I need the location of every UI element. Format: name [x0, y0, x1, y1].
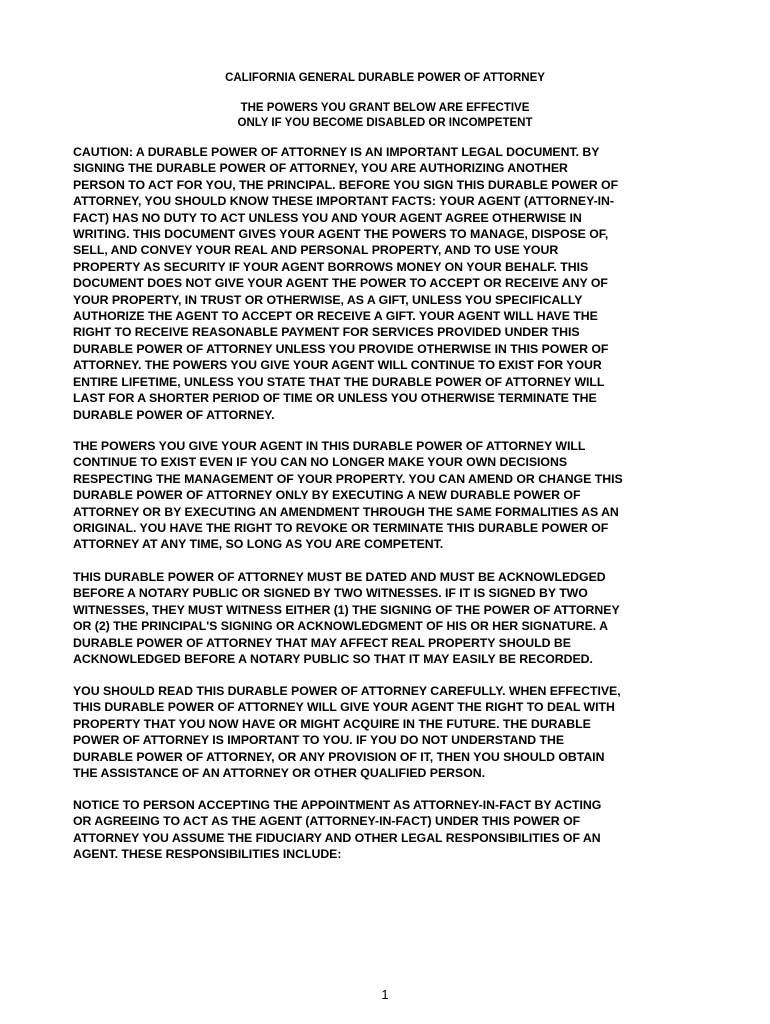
text-line: RIGHT TO RECEIVE REASONABLE PAYMENT FOR SERVICES PROVIDED UNDER THIS: [73, 325, 580, 340]
dating-acknowledgment-paragraph: [73, 569, 699, 667]
text-line: WITNESSES, THEY MUST WITNESS EITHER (1) THE SIGNING OF THE POWER OF ATTORNEY: [73, 602, 620, 617]
text-line: PROPERTY THAT YOU NOW HAVE OR MIGHT ACQUIRE IN THE FUTURE. THE DURABLE: [73, 716, 591, 731]
text-line: SIGNING THE DURABLE POWER OF ATTORNEY, YOU ARE AUTHORIZING ANOTHER: [73, 161, 568, 176]
text-line: THE POWERS YOU GIVE YOUR AGENT IN THIS DURABLE POWER OF ATTORNEY WILL: [73, 439, 586, 453]
text-line: ATTORNEY OR BY EXECUTING AN AMENDMENT THROUGH THE SAME FORMALITIES AS AN: [73, 504, 619, 519]
text-line: RESPECTING THE MANAGEMENT OF YOUR PROPERTY. YOU CAN AMEND OR CHANGE THIS: [73, 471, 623, 486]
text-line: YOUR PROPERTY, IN TRUST OR OTHERWISE, AS A GIFT, UNLESS YOU SPECIFICALLY: [73, 292, 583, 307]
text-line: DURABLE POWER OF ATTORNEY UNLESS YOU PROVIDE OTHERWISE IN THIS POWER OF: [73, 341, 609, 356]
powers-continue-paragraph: [73, 438, 699, 553]
text-line: ATTORNEY, YOU SHOULD KNOW THESE IMPORTANT FACTS: YOUR AGENT (ATTORNEY-IN-: [73, 194, 614, 209]
text-line: LAST FOR A SHORTER PERIOD OF TIME OR UNLESS YOU OTHERWISE TERMINATE THE: [73, 391, 597, 406]
text-line: DURABLE POWER OF ATTORNEY ONLY BY EXECUTING A NEW DURABLE POWER OF: [73, 488, 581, 503]
text-line: DURABLE POWER OF ATTORNEY.: [73, 407, 275, 422]
text-line: ATTORNEY YOU ASSUME THE FIDUCIARY AND OTHER LEGAL RESPONSIBILITIES OF AN: [73, 830, 601, 845]
text-line: FACT) HAS NO DUTY TO ACT UNLESS YOU AND YOUR AGENT AGREE OTHERWISE IN: [73, 210, 582, 225]
text-line: THE ASSISTANCE OF AN ATTORNEY OR OTHER QUALIFIED PERSON.: [73, 766, 485, 781]
text-line: ORIGINAL. YOU HAVE THE RIGHT TO REVOKE OR TERMINATE THIS DURABLE POWER OF: [73, 521, 609, 536]
text-line: THIS DURABLE POWER OF ATTORNEY MUST BE DATED AND MUST BE ACKNOWLEDGED: [73, 570, 606, 584]
text-line: PROPERTY AS SECURITY IF YOUR AGENT BORROWS MONEY ON YOUR BEHALF. THIS: [73, 259, 589, 274]
text-line: NOTICE TO PERSON ACCEPTING THE APPOINTMENT AS ATTORNEY-IN-FACT BY ACTING: [73, 798, 602, 812]
text-line: BEFORE A NOTARY PUBLIC OR SIGNED BY TWO WITNESSES. IF IT IS SIGNED BY TWO: [73, 586, 588, 601]
text-line: POWER OF ATTORNEY IS IMPORTANT TO YOU. IF YOU DO NOT UNDERSTAND THE: [73, 733, 565, 748]
text-line: YOU SHOULD READ THIS DURABLE POWER OF ATTORNEY CAREFULLY. WHEN EFFECTIVE,: [73, 684, 621, 698]
text-line: DURABLE POWER OF ATTORNEY THAT MAY AFFECT REAL PROPERTY SHOULD BE: [73, 635, 571, 650]
text-line: AUTHORIZE THE AGENT TO ACCEPT OR RECEIVE A GIFT. YOUR AGENT WILL HAVE THE: [73, 309, 598, 324]
document-subtitle: [0, 101, 770, 131]
text-line: ATTORNEY AT ANY TIME, SO LONG AS YOU ARE COMPETENT.: [73, 537, 444, 552]
text-line: ATTORNEY. THE POWERS YOU GIVE YOUR AGENT WILL CONTINUE TO EXIST FOR YOUR: [73, 358, 602, 373]
text-line: WRITING. THIS DOCUMENT GIVES YOUR AGENT THE POWERS TO MANAGE, DISPOSE OF,: [73, 227, 609, 242]
text-line: DOCUMENT DOES NOT GIVE YOUR AGENT THE POWER TO ACCEPT OR RECEIVE ANY OF: [73, 276, 608, 291]
document-title: CALIFORNIA GENERAL DURABLE POWER OF ATTORNEY: [225, 72, 545, 84]
notice-to-agent-paragraph: [73, 797, 699, 863]
subtitle-line: THE POWERS YOU GRANT BELOW ARE EFFECTIVE: [240, 102, 530, 114]
text-line: DURABLE POWER OF ATTORNEY, OR ANY PROVISION OF IT, THEN YOU SHOULD OBTAIN: [73, 749, 605, 764]
text-line: THIS DURABLE POWER OF ATTORNEY WILL GIVE YOUR AGENT THE RIGHT TO DEAL WITH: [73, 700, 615, 715]
text-line: ENTIRE LIFETIME, UNLESS YOU STATE THAT THE DURABLE POWER OF ATTORNEY WILL: [73, 374, 605, 389]
text-line: CONTINUE TO EXIST EVEN IF YOU CAN NO LONGER MAKE YOUR OWN DECISIONS: [73, 455, 568, 470]
caution-paragraph: [73, 144, 699, 423]
read-carefully-paragraph: [73, 683, 699, 781]
text-line: OR AGREEING TO ACT AS THE AGENT (ATTORNEY-IN-FACT) UNDER THIS POWER OF: [73, 814, 581, 829]
text-line: SELL, AND CONVEY YOUR REAL AND PERSONAL PROPERTY, AND TO USE YOUR: [73, 243, 559, 258]
text-line: ACKNOWLEDGED BEFORE A NOTARY PUBLIC SO THAT IT MAY EASILY BE RECORDED.: [73, 652, 593, 667]
text-line: CAUTION: A DURABLE POWER OF ATTORNEY IS AN IMPORTANT LEGAL DOCUMENT. BY: [73, 145, 600, 159]
page-number: 1: [381, 987, 389, 1002]
text-line: PERSON TO ACT FOR YOU, THE PRINCIPAL. BEFORE YOU SIGN THIS DURABLE POWER OF: [73, 177, 619, 192]
text-line: OR (2) THE PRINCIPAL'S SIGNING OR ACKNOWLEDGMENT OF HIS OR HER SIGNATURE. A: [73, 619, 608, 634]
subtitle-line: ONLY IF YOU BECOME DISABLED OR INCOMPETENT: [237, 117, 533, 129]
text-line: AGENT. THESE RESPONSIBILITIES INCLUDE:: [73, 847, 342, 862]
